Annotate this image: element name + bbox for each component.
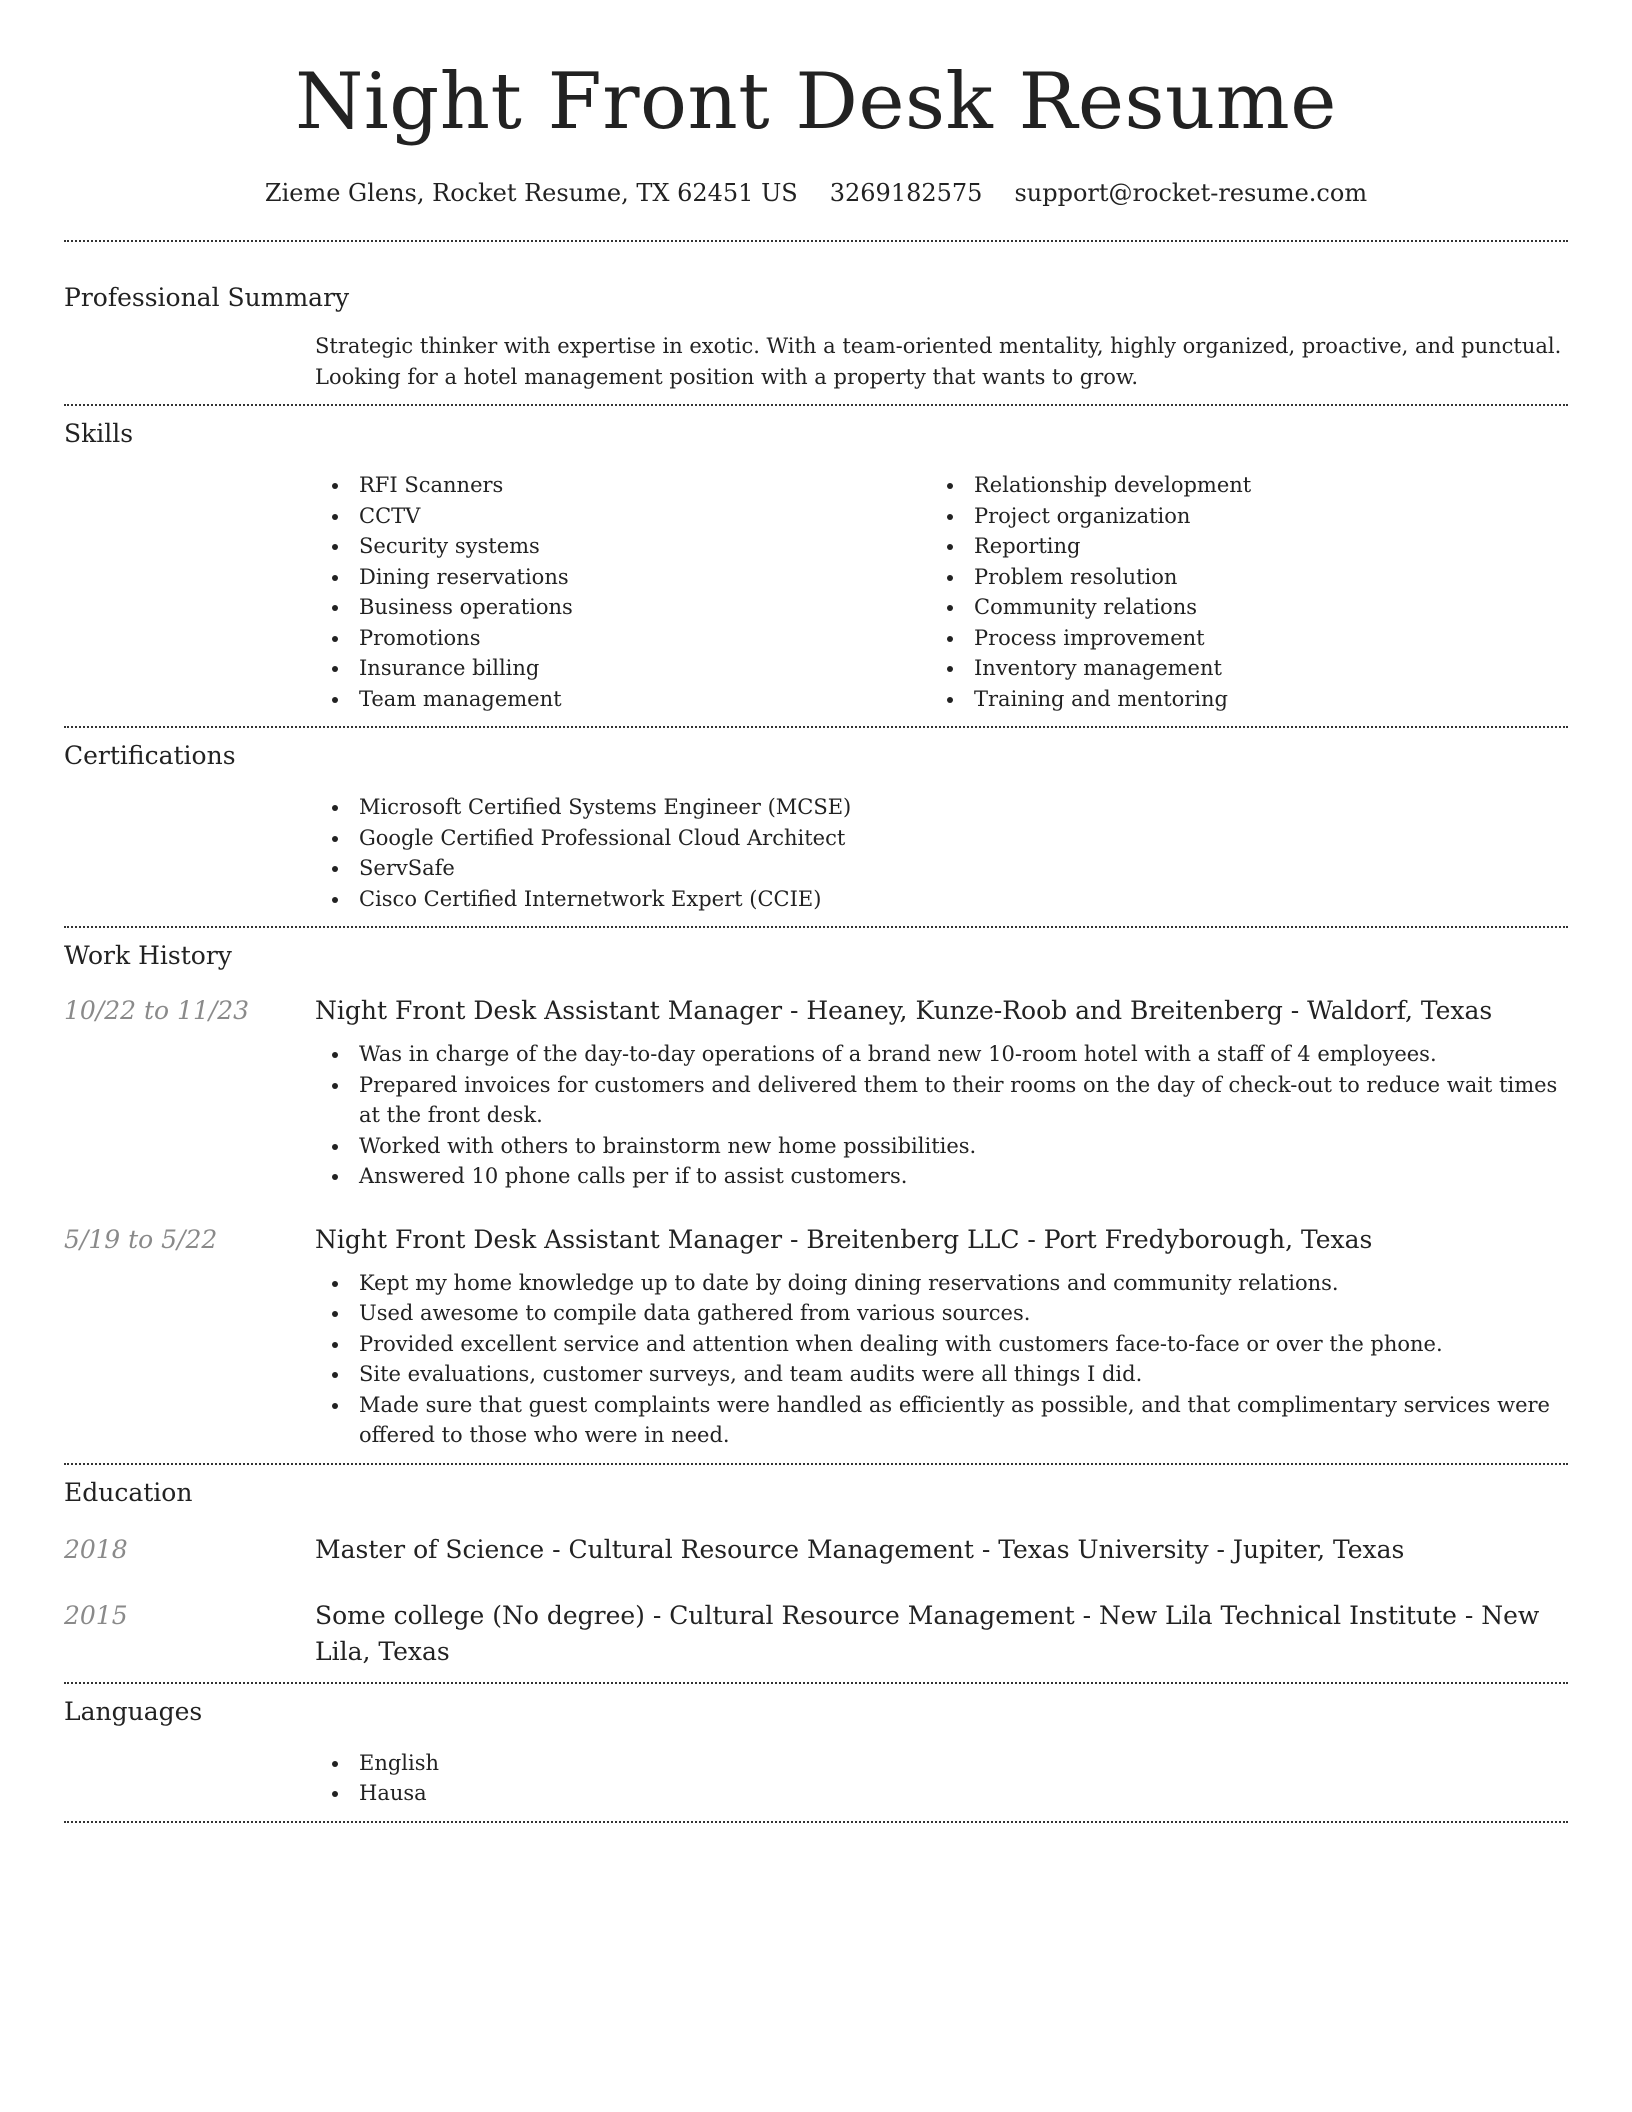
list-item: Google Certified Professional Cloud Architect [315, 823, 1568, 854]
job-dates: 5/19 to 5/22 [64, 1224, 218, 1254]
list-item: Made sure that guest complaints were handled as efficiently as possible, and that complimentary services were offered to those who were in need. [315, 1390, 1568, 1451]
education-entry [64, 1532, 1568, 1568]
list-item: Training and mentoring [930, 684, 1545, 715]
list-item: Provided excellent service and attention when dealing with customers face-to-face or over the phone. [315, 1329, 1568, 1360]
certifications-section [64, 739, 1568, 914]
list-item: Prepared invoices for customers and delivered them to their rooms on the day of check-out to reduce wait times at the front desk. [315, 1070, 1568, 1131]
list-item: Inventory management [930, 653, 1545, 684]
divider [64, 726, 1568, 728]
job-title: Night Front Desk Assistant Manager - Heaney, Kunze-Roob and Breitenberg - Waldorf, Texas [315, 996, 1493, 1025]
education-year: 2015 [64, 1600, 128, 1630]
list-item: Business operations [315, 592, 930, 623]
contact-address: Zieme Glens, Rocket Resume, TX 62451 US [264, 179, 798, 207]
list-item: Was in charge of the day-to-day operations of a brand new 10-room hotel with a staff of 4 employees. [315, 1039, 1568, 1070]
list-item: Relationship development [930, 470, 1545, 501]
list-item: Worked with others to brainstorm new home possibilities. [315, 1131, 1568, 1162]
education-title: Master of Science - Cultural Resource Management - Texas University - Jupiter, Texas [315, 1534, 1405, 1564]
list-item: ServSafe [315, 853, 1568, 884]
section-heading-education: Education [64, 1477, 193, 1507]
list-item: Insurance billing [315, 653, 930, 684]
contact-phone: 3269182575 [829, 179, 983, 207]
summary-text: Strategic thinker with expertise in exotic. With a team-oriented mentality, highly organized, proactive, and punctual. Looking for a hotel management position with a property that wants to grow. [315, 334, 1562, 389]
job-entry [64, 993, 1568, 1192]
job-bullets [315, 1268, 1568, 1451]
summary-section [64, 281, 1568, 392]
education-title: Some college (No degree) - Cultural Resource Management - New Lila Technical Institute - New Lila, Texas [315, 1600, 1540, 1666]
section-heading-languages: Languages [64, 1696, 203, 1726]
job-title: Night Front Desk Assistant Manager - Breitenberg LLC - Port Fredyborough, Texas [315, 1224, 1373, 1254]
list-item: CCTV [315, 501, 930, 532]
list-item: Dining reservations [315, 562, 930, 593]
list-item: Community relations [930, 592, 1545, 623]
languages-list [315, 1748, 1568, 1809]
resume-page [64, 0, 1568, 1823]
divider [64, 404, 1568, 406]
education-year: 2018 [64, 1534, 128, 1564]
list-item: Team management [315, 684, 930, 715]
list-item: RFI Scanners [315, 470, 930, 501]
section-heading-certifications: Certifications [64, 741, 236, 770]
section-heading-skills: Skills [64, 419, 134, 448]
skills-section [64, 417, 1568, 714]
job-bullets [315, 1039, 1568, 1192]
education-section [64, 1476, 1568, 1670]
list-item: Used awesome to compile data gathered from various sources. [315, 1298, 1568, 1329]
list-item: Process improvement [930, 623, 1545, 654]
list-item: Problem resolution [930, 562, 1545, 593]
resume-title: Night Front Desk Resume [295, 57, 1337, 147]
work-section [64, 939, 1568, 1451]
list-item: Reporting [930, 531, 1545, 562]
contact-line [64, 176, 1568, 210]
list-item: Hausa [315, 1778, 1568, 1809]
list-item: Site evaluations, customer surveys, and team audits were all things I did. [315, 1359, 1568, 1390]
list-item: Kept my home knowledge up to date by doing dining reservations and community relations. [315, 1268, 1568, 1299]
list-item: Project organization [930, 501, 1545, 532]
certifications-list [315, 792, 1568, 914]
education-entry [64, 1598, 1568, 1670]
section-heading-summary: Professional Summary [64, 283, 350, 312]
divider [64, 1463, 1568, 1465]
list-item: Promotions [315, 623, 930, 654]
contact-email: support@rocket-resume.com [1014, 179, 1368, 207]
job-dates: 10/22 to 11/23 [64, 996, 250, 1025]
list-item: Security systems [315, 531, 930, 562]
divider [64, 926, 1568, 928]
list-item: English [315, 1748, 1568, 1779]
skills-list-right [930, 470, 1545, 714]
list-item: Answered 10 phone calls per if to assist customers. [315, 1161, 1568, 1192]
list-item: Microsoft Certified Systems Engineer (MCSE) [315, 792, 1568, 823]
skills-list-left [315, 470, 930, 714]
divider [64, 1682, 1568, 1684]
languages-section [64, 1695, 1568, 1809]
section-heading-work: Work History [64, 941, 232, 970]
list-item: Cisco Certified Internetwork Expert (CCIE) [315, 884, 1568, 915]
skills-columns [315, 470, 1568, 714]
divider [64, 240, 1568, 242]
divider [64, 1821, 1568, 1823]
job-entry [64, 1222, 1568, 1451]
